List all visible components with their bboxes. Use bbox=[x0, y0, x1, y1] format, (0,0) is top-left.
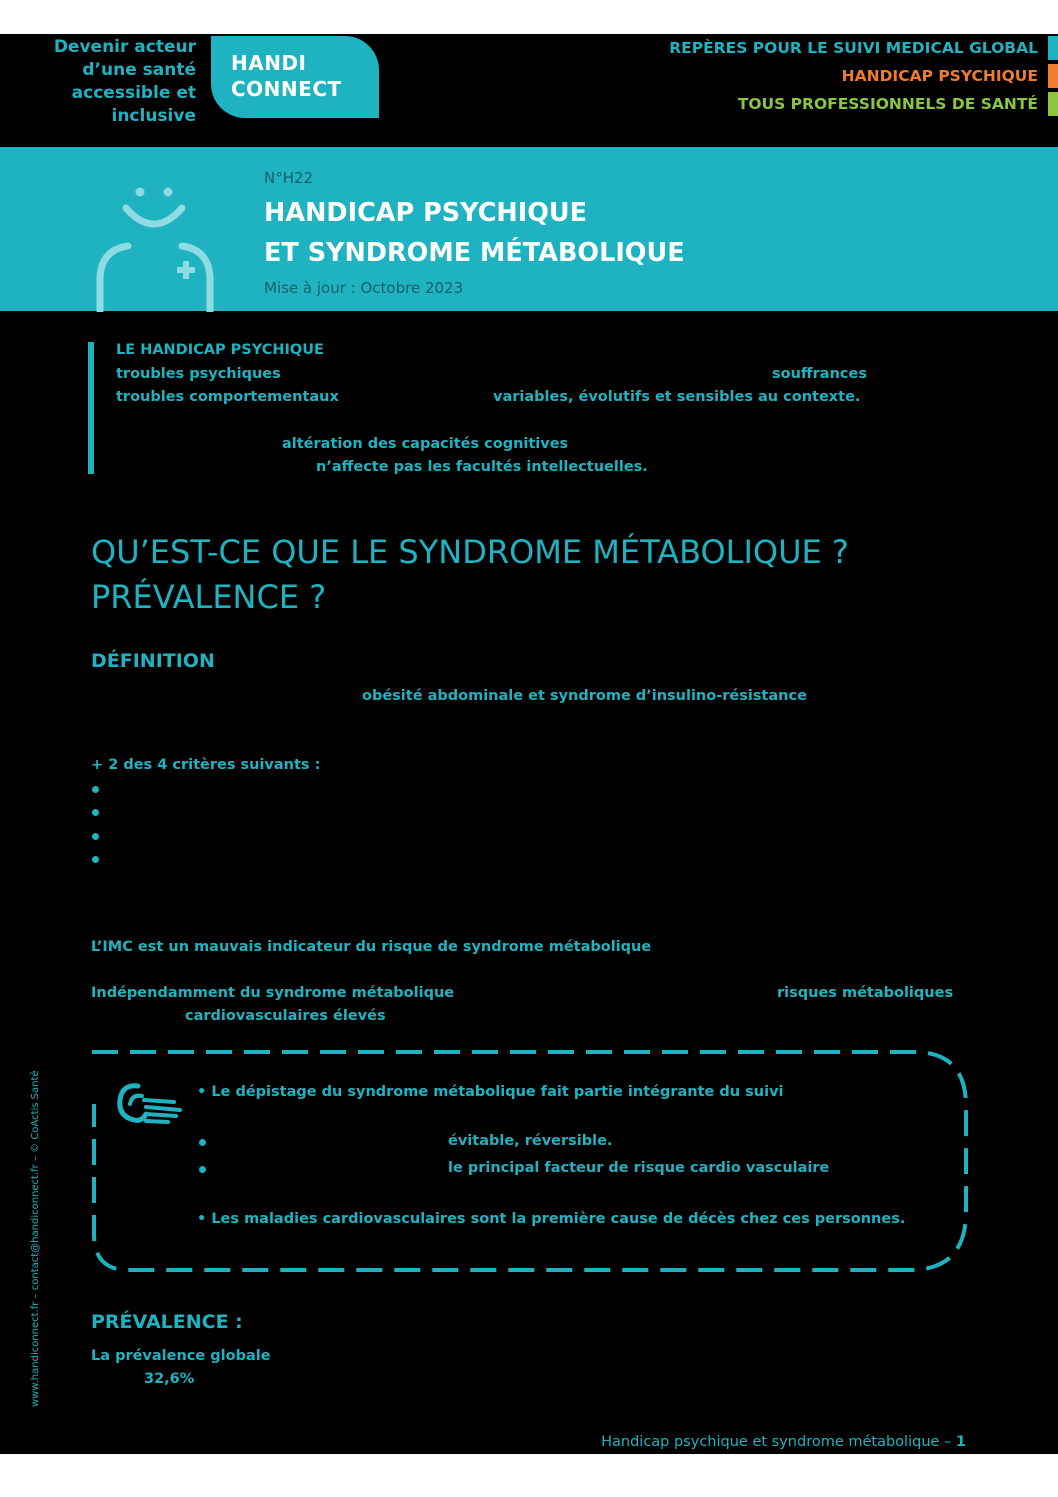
callout-bullet bbox=[199, 1166, 206, 1173]
criteria-bullet bbox=[92, 809, 99, 816]
category-item-professionnels bbox=[628, 90, 1058, 118]
intro-heading: LE HANDICAP PSYCHIQUE bbox=[116, 342, 324, 358]
title-line-2: ET SYNDROME MÉTABOLIQUE bbox=[264, 238, 685, 268]
category-color-bar bbox=[1048, 92, 1058, 116]
intro-text: troubles comportementaux bbox=[116, 389, 339, 405]
category-color-bar bbox=[1048, 36, 1058, 60]
side-credit: www.handiconnect.fr – contact@handiconnect.fr – © CoActis Santé bbox=[30, 1070, 41, 1407]
document-number: N°H22 bbox=[264, 169, 314, 187]
category-color-bar bbox=[1048, 64, 1058, 88]
independence-text: Indépendamment du syndrome métabolique bbox=[91, 985, 455, 1001]
intro-accent-bar bbox=[88, 342, 94, 474]
intro-text: variables, évolutifs et sensibles au contexte. bbox=[493, 389, 861, 405]
criteria-intro: + 2 des 4 critères suivants : bbox=[91, 757, 321, 773]
category-label: REPÈRES POUR LE SUIVI MEDICAL GLOBAL bbox=[669, 39, 1038, 57]
independence-text: cardiovasculaires élevés bbox=[185, 1008, 386, 1024]
criteria-bullet bbox=[92, 786, 99, 793]
callout-point: le principal facteur de risque cardio vasculaire bbox=[448, 1160, 830, 1176]
tagline: Devenir acteur d’une santé accessible et inclusive bbox=[53, 37, 196, 126]
document-page bbox=[0, 34, 1058, 1454]
logo-line-1: HANDI bbox=[231, 51, 307, 75]
definition-heading: DÉFINITION bbox=[91, 650, 215, 672]
category-label: TOUS PROFESSIONNELS DE SANTÉ bbox=[737, 95, 1038, 113]
page-footer bbox=[601, 1434, 966, 1450]
page-number: 1 bbox=[955, 1434, 966, 1450]
title-banner bbox=[0, 147, 1058, 311]
category-list bbox=[628, 34, 1058, 118]
logo-line-2: CONNECT bbox=[231, 77, 342, 101]
section-title bbox=[91, 530, 849, 620]
document-title bbox=[264, 193, 964, 273]
callout-bullet bbox=[199, 1139, 206, 1146]
callout-point: • Le dépistage du syndrome métabolique fait partie intégrante du suivi bbox=[197, 1084, 784, 1100]
imc-note: L’IMC est un mauvais indicateur du risque de syndrome métabolique bbox=[91, 939, 652, 955]
callout-point: • Les maladies cardiovasculaires sont la première cause de décès chez ces personnes. bbox=[197, 1211, 906, 1227]
intro-text: n’affecte pas les facultés intellectuelles. bbox=[316, 459, 648, 475]
intro-text: troubles psychiques bbox=[116, 366, 281, 382]
prevalence-value: 32,6% bbox=[144, 1371, 195, 1387]
update-date: Mise à jour : Octobre 2023 bbox=[264, 279, 464, 297]
category-label: HANDICAP PSYCHIQUE bbox=[841, 67, 1038, 85]
hand-pointing-icon bbox=[116, 1080, 186, 1128]
prevalence-text: La prévalence globale bbox=[91, 1348, 271, 1364]
smiling-doctor-icon bbox=[92, 182, 218, 312]
criteria-bullet bbox=[92, 833, 99, 840]
category-item-suivi bbox=[628, 34, 1058, 62]
intro-text: altération des capacités cognitives bbox=[282, 436, 569, 452]
footer-text: Handicap psychique et syndrome métabolique – bbox=[601, 1434, 956, 1450]
category-item-handicap bbox=[628, 62, 1058, 90]
definition-text: obésité abdominale et syndrome d’insulino-résistance bbox=[362, 688, 807, 704]
section-title-line-1: QU’EST-CE QUE LE SYNDROME MÉTABOLIQUE ? bbox=[91, 533, 849, 571]
independence-text: risques métaboliques bbox=[777, 985, 954, 1001]
criteria-bullet bbox=[92, 856, 99, 863]
title-line-1: HANDICAP PSYCHIQUE bbox=[264, 198, 588, 228]
handiconnect-logo bbox=[211, 36, 379, 118]
intro-text: souffrances bbox=[772, 366, 867, 382]
section-title-line-2: PRÉVALENCE ? bbox=[91, 578, 327, 616]
prevalence-heading: PRÉVALENCE : bbox=[91, 1311, 243, 1333]
callout-point: évitable, réversible. bbox=[448, 1133, 613, 1149]
